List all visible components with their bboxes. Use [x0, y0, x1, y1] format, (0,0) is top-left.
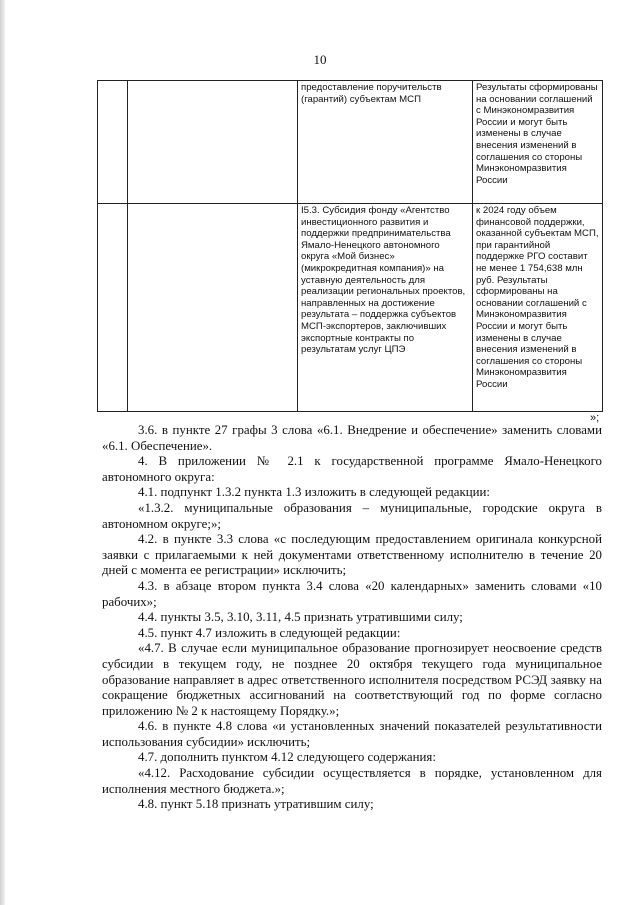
paragraph: 4.1. подпункт 1.3.2 пункта 1.3 изложить в следующей редакции:	[138, 485, 491, 500]
table-cell-empty	[98, 81, 128, 204]
paragraph: «1.3.2. муниципальные образования – муниципальные, городские округа в автономном округе;»;	[102, 500, 602, 531]
paragraph: 4.8. пункт 5.18 признать утратившим силу;	[138, 797, 374, 812]
document-body	[102, 423, 602, 813]
paragraph: «4.12. Расходование субсидии осуществляется в порядке, установленном для исполнения местного бюджета.»;	[102, 766, 602, 796]
paragraph: 4.4. пункты 3.5, 3.10, 3.11, 4.5 признать утратившими силу;	[138, 610, 463, 625]
table-cell-empty	[128, 81, 298, 204]
table-cell-empty	[98, 204, 128, 412]
page-edge-shadow	[0, 0, 5, 905]
program-table	[97, 80, 603, 412]
paragraph: 3.6. в пункте 27 графы 3 слова «6.1. Внедрение и обеспечение» заменить словами «6.1. Обеспечение».	[102, 423, 602, 453]
paragraph: 4.5. пункт 4.7 изложить в следующей редакции:	[138, 625, 401, 640]
paragraph: 4.7. дополнить пунктом 4.12 следующего содержания:	[138, 750, 436, 765]
table-cell-empty	[128, 204, 298, 412]
paragraph: «4.7. В случае если муниципальное образование прогнозирует неосвоение средств субсидии в текущем году, не позднее 20 октября текущего года муниципальное образование направляет в адрес ответственного исполнителя посредством РСЭД заявку на сокращение бюджетных ассигнований на соответствующий год по форме согласно приложению № 2 к настоящему Порядку.»;	[102, 641, 602, 718]
table-row	[98, 81, 603, 204]
page-number: 10	[313, 52, 327, 67]
paragraph: 4.6. в пункте 4.8 слова «и установленных значений показателей результативности использования субсидии» исключить;	[102, 719, 602, 749]
paragraph: 4. В приложении № 2.1 к государственной программе Ямало-Ненецкого автономного округа:	[102, 454, 602, 484]
table-row	[98, 204, 603, 412]
paragraph: 4.3. в абзаце втором пункта 3.4 слова «20 календарных» заменить словами «10 рабочих»;	[102, 578, 602, 609]
table-cell-note: к 2024 году объем финансовой поддержки, оказанной субъектам МСП, при гарантийной поддержке РГО составит не менее 1 754,638 млн руб. Результаты сформированы на основании соглашений с Минэкономразвития России и могут быть изменены в случае внесения изменений в соглашения со стороны Минэкономразвития России	[473, 204, 603, 412]
table-cell-item: предоставление поручительств (гарантий) субъектам МСП	[298, 81, 473, 204]
table-cell-item: I5.3. Субсидия фонду «Агентство инвестиционного развития и поддержки предпринимательства Ямало-Ненецкого автономного округа «Мой бизнес» (микрокредитная компания)» на уставную деятельность для реализации региональных проектов, направленных на достижение результата – поддержка субъектов МСП-экспортеров, заключивших экспортные контракты по результатам услуг ЦПЭ	[298, 204, 473, 412]
table-closing-mark: »;	[590, 412, 600, 424]
table-cell-note: Результаты сформированы на основании соглашений с Минэкономразвития России и могут быть изменены в случае внесения изменений в соглашения со стороны Минэкономразвития России	[473, 81, 603, 204]
paragraph: 4.2. в пункте 3.3 слова «с последующим предоставлением оригинала конкурсной заявки с прилагаемыми к ней документами ответственному исполнителю в течение 20 дней с момента ее регистрации» исключить;	[102, 532, 602, 578]
